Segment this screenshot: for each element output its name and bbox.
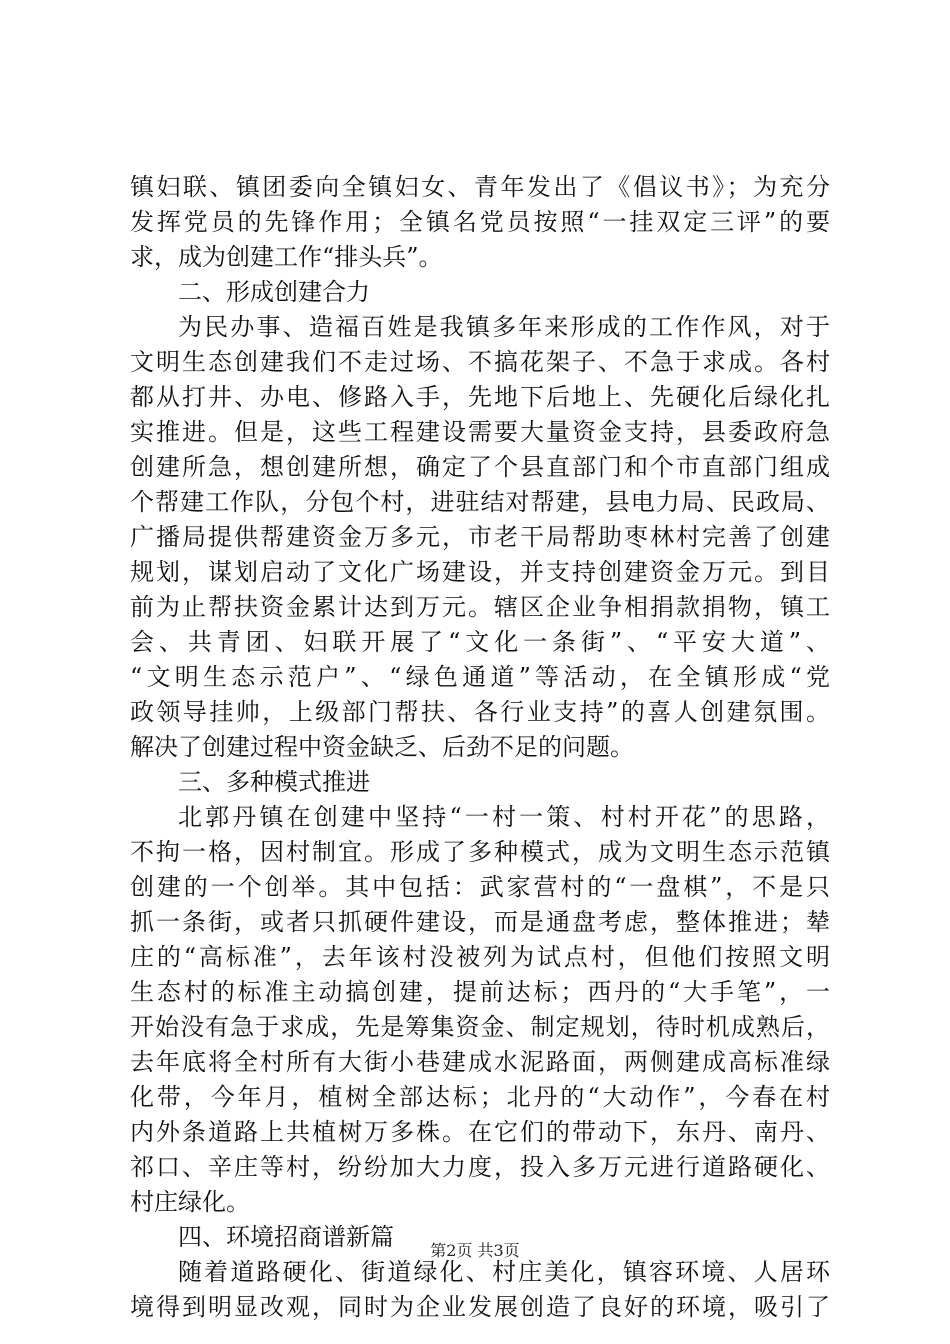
text-line: 发挥党员的先锋作用；全镇名党员按照“一挂双定三评”的要: [130, 208, 830, 236]
text-line: 文明生态创建我们不走过场、不搞花架子、不急于求成。各村: [130, 348, 830, 376]
text-line: 政领导挂帅，上级部门帮扶、各行业支持”的喜人创建氛围。: [130, 698, 830, 726]
text-line: 生态村的标准主动搞创建，提前达标；西丹的“大手笔”，一: [130, 978, 830, 1006]
text-line: “文明生态示范户”、“绿色通道”等活动，在全镇形成“党: [130, 663, 830, 691]
text-line: 不拘一格，因村制宜。形成了多种模式，成为文明生态示范镇: [130, 838, 830, 866]
section-heading: 三、多种模式推进: [178, 768, 370, 796]
text-line: 实推进。但是，这些工程建设需要大量资金支持，县委政府急: [130, 418, 830, 446]
text-line: 开始没有急于求成，先是筹集资金、制定规划，待时机成熟后，: [130, 1013, 830, 1041]
text-line: 前为止帮扶资金累计达到万元。辖区企业争相捐款捐物，镇工: [130, 593, 830, 621]
text-line: 规划，谋划启动了文化广场建设，并支持创建资金万元。到目: [130, 558, 830, 586]
text-line: 抓一条街，或者只抓硬件建设，而是通盘考虑，整体推进；辇: [130, 908, 830, 936]
text-line: 求，成为创建工作“排头兵”。: [130, 243, 443, 271]
text-line: 随着道路硬化、街道绿化、村庄美化，镇容环境、人居环: [178, 1258, 830, 1286]
text-line: 广播局提供帮建资金万多元，市老干局帮助枣林村完善了创建: [130, 523, 830, 551]
text-line: 个帮建工作队，分包个村，进驻结对帮建，县电力局、民政局、: [130, 488, 830, 516]
text-line: 祁口、辛庄等村，纷纷加大力度，投入多万元进行道路硬化、: [130, 1153, 830, 1181]
document-body: [130, 170, 830, 1325]
text-line: 镇妇联、镇团委向全镇妇女、青年发出了《倡议书》；为充分: [130, 173, 830, 201]
text-line: 内外条道路上共植树万多株。在它们的带动下，东丹、南丹、: [130, 1118, 830, 1146]
text-line: 都从打井、办电、修路入手，先地下后地上、先硬化后绿化扎: [130, 383, 830, 411]
section-heading: 四、环境招商谱新篇: [178, 1223, 394, 1251]
text-line: 创建所急，想创建所想，确定了个县直部门和个市直部门组成: [130, 453, 830, 481]
text-line: 境得到明显改观，同时为企业发展创造了良好的环境，吸引了: [130, 1293, 830, 1321]
text-line: 庄的“高标准”，去年该村没被列为试点村，但他们按照文明: [130, 943, 830, 971]
text-line: 去年底将全村所有大街小巷建成水泥路面，两侧建成高标准绿: [130, 1048, 830, 1076]
text-line: 北郭丹镇在创建中坚持“一村一策、村村开花”的思路，: [178, 803, 830, 831]
section-heading: 二、形成创建合力: [178, 278, 370, 306]
text-line: 解决了创建过程中资金缺乏、后劲不足的问题。: [130, 733, 634, 761]
page-number-footer: 第2页 共3页: [430, 1241, 520, 1260]
text-line: 为民办事、造福百姓是我镇多年来形成的工作作风，对于: [178, 313, 830, 341]
text-line: 化带，今年月，植树全部达标；北丹的“大动作”，今春在村: [130, 1083, 830, 1111]
text-line: 会、共青团、妇联开展了“文化一条街”、“平安大道”、: [130, 628, 830, 656]
text-line: 村庄绿化。: [130, 1188, 250, 1216]
text-line: 创建的一个创举。其中包括：武家营村的“一盘棋”，不是只: [130, 873, 830, 901]
